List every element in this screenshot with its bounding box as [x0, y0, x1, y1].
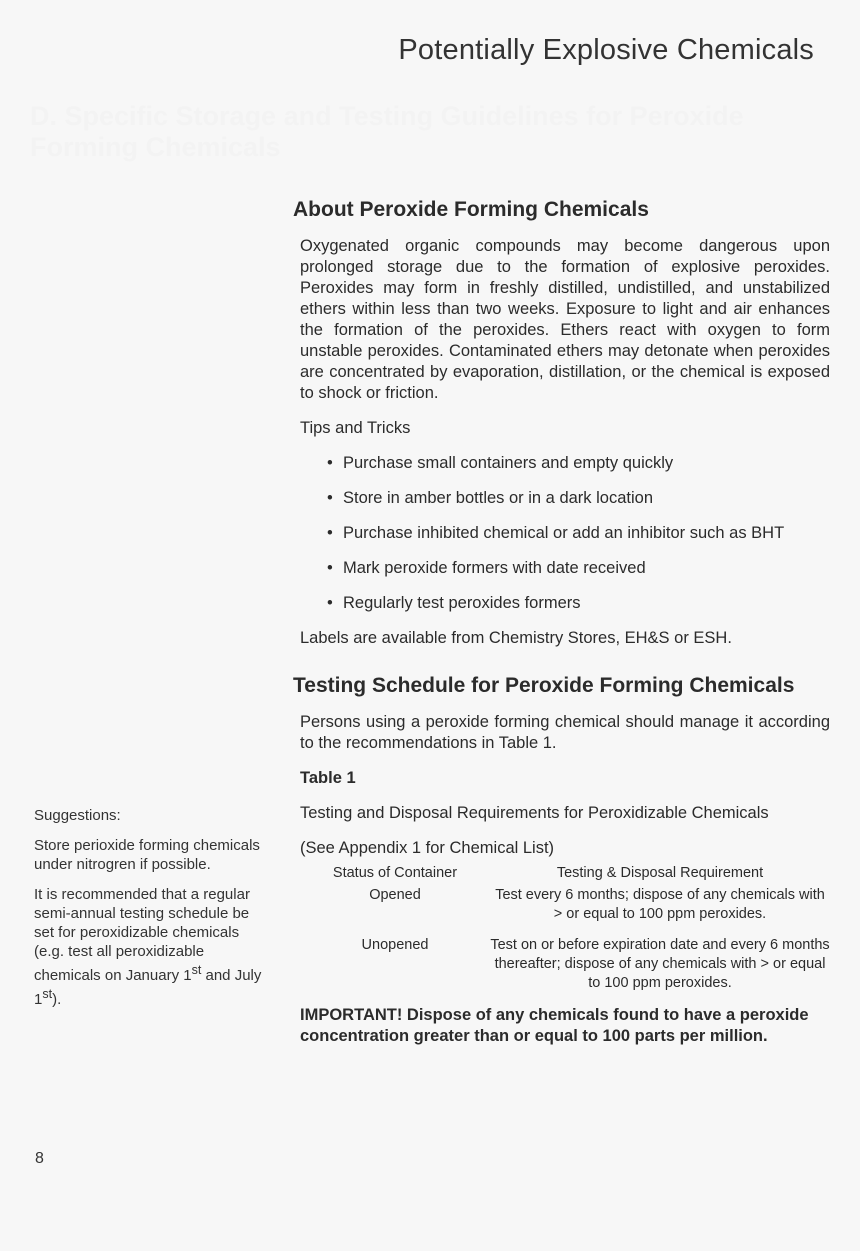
cell-status: Unopened	[361, 937, 429, 953]
bullet-icon: •	[327, 489, 333, 507]
bullet-icon: •	[327, 594, 333, 612]
labels-note: Labels are available from Chemistry Stores, EH&S or ESH.	[300, 629, 732, 647]
testing-heading: Testing Schedule for Peroxide Forming Chemicals	[293, 674, 795, 697]
tip-text: Purchase small containers and empty quickly	[343, 454, 674, 472]
cell-requirement: Test on or before expiration date and every 6 months thereafter; dispose of any chemicals with > or equal to 100 ppm peroxides.	[490, 937, 830, 991]
section-heading: D. Specific Storage and Testing Guidelines for Peroxide Forming Chemicals	[30, 101, 744, 162]
sidebar-label: Suggestions:	[34, 807, 121, 824]
tip-text: Mark peroxide formers with date received	[343, 559, 646, 577]
ordinal-suffix: st	[191, 963, 202, 977]
ordinal-suffix: st	[42, 987, 53, 1001]
about-heading: About Peroxide Forming Chemicals	[293, 198, 649, 221]
column-header-status: Status of Container	[332, 865, 458, 881]
cell-status: Opened	[369, 887, 421, 903]
sidebar-suggestion-nitrogen: Store perioxide forming chemicals under nitrogren if possible.	[34, 837, 260, 873]
table-header-row	[300, 864, 830, 886]
running-title: Potentially Explosive Chemicals	[398, 34, 814, 66]
tip-text: Purchase inhibited chemical or add an inhibitor such as BHT	[343, 524, 785, 542]
tips-list	[327, 453, 830, 614]
important-notice: IMPORTANT! Dispose of any chemicals found to have a peroxide concentration greater than or equal to 100 parts per million.	[300, 1006, 809, 1045]
about-paragraph: Oxygenated organic compounds may become dangerous upon prolonged storage due to the formation of explosive peroxides. Peroxides may form in freshly distilled, undistilled, and unstabilized ethers within less than two weeks. Exposure to light and air enhances the formation of the peroxides. Ethers react with oxygen to form unstable peroxides. Contaminated ethers may detonate when peroxides are concentrated by evaporation, distillation, or the chemical is exposed to shock or friction.	[300, 237, 830, 402]
tip-item	[327, 523, 830, 544]
tip-item	[327, 593, 830, 614]
table-note: (See Appendix 1 for Chemical List)	[300, 839, 555, 857]
suggestion-text-part: It is recommended that a regular semi-annual testing schedule be set for peroxidizable chemicals (e.g. test all peroxidizable chemicals on January 1	[34, 886, 250, 984]
table-caption: Testing and Disposal Requirements for Peroxidizable Chemicals	[300, 804, 769, 822]
bullet-icon: •	[327, 454, 333, 472]
tip-text: Regularly test peroxides formers	[343, 594, 581, 612]
main-content	[293, 196, 830, 1047]
sidebar-suggestion-testing-schedule	[34, 885, 269, 1009]
table-row	[300, 936, 830, 993]
table-title: Table 1	[300, 769, 356, 787]
page-number: 8	[35, 1150, 44, 1167]
tip-item	[327, 453, 830, 474]
bullet-icon: •	[327, 559, 333, 577]
suggestion-text-part: ).	[52, 991, 62, 1008]
requirements-table	[300, 864, 830, 993]
table-row	[300, 886, 830, 936]
tip-text: Store in amber bottles or in a dark location	[343, 489, 653, 507]
sidebar-suggestions	[34, 806, 269, 1020]
tip-item	[327, 488, 830, 509]
cell-requirement	[490, 886, 830, 936]
tips-label: Tips and Tricks	[300, 419, 411, 437]
tip-item	[327, 558, 830, 579]
testing-paragraph: Persons using a peroxide forming chemical should manage it according to the recommendations in Table 1.	[300, 713, 830, 752]
bullet-icon: •	[327, 524, 333, 542]
suggestion-text-part: and July 1	[34, 967, 262, 1008]
column-header-requirement: Testing & Disposal Requirement	[556, 865, 764, 881]
requirement-text: Test every 6 months; dispose of any chemicals with > or equal to 100 ppm peroxides.	[495, 887, 825, 922]
